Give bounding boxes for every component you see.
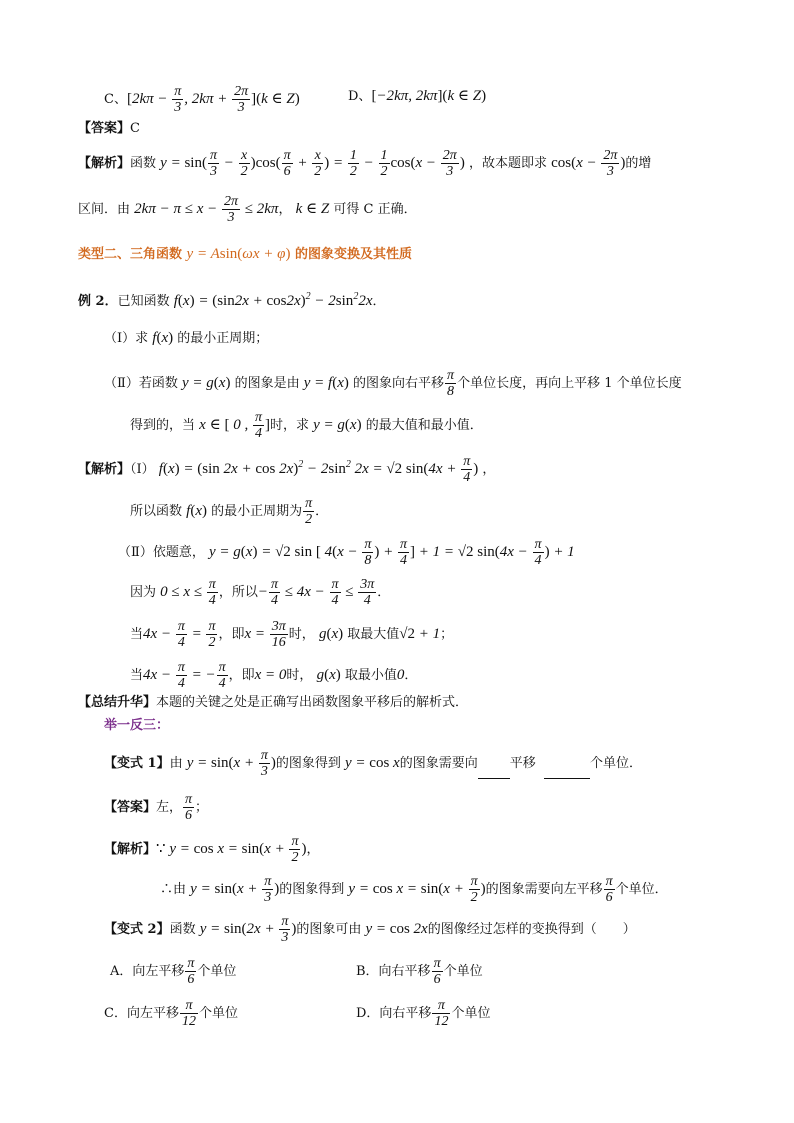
solution-text: 的图象得到 (279, 881, 345, 897)
option-unit: 个单位 (198, 1005, 238, 1021)
example-text: 已知函数 (117, 294, 170, 309)
solution-text: 的最小正周期为 (211, 503, 303, 519)
pi-over-6: $\frac{\pi}{6}$ (605, 874, 613, 905)
summary-label: 【总结升华】 (78, 695, 157, 710)
solution-line-5: 当4x − $\frac{\pi}{4}$ = $\frac{\pi}{2}$ ，即x = $\frac{3\pi}{16}$ 时， g(x) 取最大值√2 + 1； (130, 619, 454, 650)
range-x: 0 ≤ x ≤ $\frac{\pi}{4}$ (160, 577, 216, 608)
fx: y = f(x) (303, 374, 349, 391)
question-text: 的最大值和最小值． (365, 417, 483, 433)
question-2-line-2 (130, 410, 483, 441)
question-1 (104, 328, 268, 349)
solution-label: 【解析】 (78, 461, 131, 477)
answer-value: C (130, 121, 140, 136)
answer-text: ； (195, 799, 209, 815)
option-b-text: B．向右平移 (356, 963, 431, 979)
solution-text: 当 (130, 626, 144, 642)
max-x: x = $\frac{3\pi}{16}$ (244, 619, 286, 650)
option-c-label: C、 (104, 91, 127, 107)
variant-text: 的图像经过怎样的变换得到（ ） (427, 921, 636, 937)
solution-line-1: 【解析】（Ⅰ） f(x) = (sin $2x + \cos 2x)^2 - 2\sin^2$ 2x = √2 sin(4x + $\frac{\pi}{4}$ ) ， (78, 454, 496, 485)
solution-text: 因为 (130, 584, 157, 600)
pi-over-6: $\frac{\pi}{6}$ (187, 956, 195, 987)
analysis-label: 【解析】 (78, 155, 131, 171)
solution-text: 取最小值 (344, 667, 397, 683)
analysis-text: 函数 (130, 155, 157, 171)
option-d-label: D、 (348, 89, 372, 104)
range-expr: − $\frac{\pi}{4}$ ≤ 4x − $\frac{\pi}{4}$ ≤ $\frac{3\pi}{4}$ (257, 577, 375, 608)
variant-text: 的图象得到 (275, 755, 341, 771)
solution-text: ，所以 (218, 584, 258, 600)
option-c-math: [2kπ − $\frac{\pi}{3}$ , 2kπ + $\frac{2\pi}{3}$ ](k ∈ Z) (126, 84, 300, 115)
analysis-text: ，故本题即求 (468, 155, 547, 171)
question-text: 时，求 (269, 417, 309, 433)
solution-text: ，即 (218, 626, 245, 642)
analysis-inequality: 2kπ − π ≤ x − $\frac{2\pi}{3}$ ≤ 2kπ (134, 194, 279, 225)
solution-text: 的图象需要向左平移 (485, 881, 603, 897)
variant-label: 【变式 1】 (104, 755, 170, 771)
question-text: 的图象向右平移 (353, 375, 445, 391)
solution-text: 时， (286, 667, 313, 683)
variant-text: 函数 (169, 921, 196, 937)
solution-line-4: 因为 0 ≤ x ≤ $\frac{\pi}{4}$ ，所以− $\frac{\pi}{4}$ ≤ 4x − $\frac{\pi}{4}$ ≤ $\frac{3\pi}{4}$ ． (130, 577, 391, 608)
solution-line-3 (118, 537, 575, 568)
solution-line-2: 所以函数 f(x) 的最小正周期为 $\frac{\pi}{2}$ ． (130, 496, 329, 527)
question-text: 得到的，当 (130, 417, 196, 433)
solution-label: 【解析】 (104, 841, 157, 857)
answer-text: 左， (156, 799, 183, 815)
variant-1-solution: 【解析】∵ y = cos x = sin(x + $\frac{\pi}{2}$ )， (104, 834, 320, 865)
summary-row (78, 693, 468, 713)
variant-formula: y = sin(x + $\frac{\pi}{3}$ ) (186, 748, 276, 779)
fx: f(x) (186, 502, 207, 519)
solution-text: 时， (288, 626, 315, 642)
variant-text: 的图象需要向 (399, 755, 478, 771)
solution-text: （Ⅱ）依题意， (118, 544, 205, 560)
question-text: （Ⅱ）若函数 (104, 375, 178, 391)
solution-text: （Ⅰ） (130, 461, 155, 477)
analysis-line-2 (78, 194, 417, 225)
variant-label: 【变式 2】 (104, 921, 170, 937)
gx: g(x) (316, 666, 341, 683)
variant-1 (104, 748, 642, 779)
solution-formula: f(x) = (sin $2x + \cos 2x)^2 - 2\sin^2$ 2x = √2 sin(4x + $\frac{\pi}{4}$ ) (158, 454, 479, 485)
option-d-text: D．向右平移 (356, 1005, 432, 1021)
analysis-text: ， (278, 201, 292, 217)
min-value: 0 (396, 666, 405, 683)
blank-amount[interactable] (544, 778, 590, 779)
option-d[interactable] (356, 998, 490, 1029)
variant-cos: y = cos x = sin(x + $\frac{\pi}{2}$ ) (348, 874, 486, 905)
pi-over-2: $\frac{\pi}{2}$ (305, 496, 313, 527)
analysis-line-1 (78, 148, 651, 179)
variant-text: 由 (169, 755, 183, 771)
pi-over-12: $\frac{\pi}{12}$ (434, 998, 449, 1029)
option-c-row (104, 84, 300, 115)
blank-direction[interactable] (478, 778, 510, 779)
solution-text: ∴由 (160, 881, 187, 897)
option-a[interactable] (110, 956, 236, 987)
answer-row (78, 119, 140, 139)
option-a-text: A．向左平移 (110, 963, 185, 979)
option-unit: 个单位 (197, 963, 237, 979)
section-title-pre: 类型二、三角函数 (78, 247, 183, 262)
option-b[interactable] (356, 956, 483, 987)
question-2-line-1 (104, 368, 682, 399)
pi-over-12: $\frac{\pi}{12}$ (181, 998, 196, 1029)
option-unit: 个单位 (443, 963, 483, 979)
question-text: 的图象是由 (234, 375, 300, 391)
variant-text: 平移 (509, 755, 536, 771)
answer-label: 【答案】 (104, 799, 157, 815)
option-c[interactable] (104, 998, 238, 1029)
gx: y = g(x) (181, 374, 231, 391)
gx: y = g(x) (313, 416, 362, 433)
question-text: 的最小正周期； (177, 331, 269, 346)
example-formula: $f(x) = (\sin 2x + \cos 2x)^2 - 2\sin^22x$ (173, 291, 373, 309)
solution-text: 取最大值 (347, 626, 400, 642)
question-text: （Ⅰ）求 (104, 331, 149, 346)
max-value: √2 + 1 (399, 625, 441, 642)
solution-text: 所以函数 (130, 503, 183, 519)
solution-formula-2: y = g(x) = √2 sin [ 4(x − $\frac{\pi}{8}$ ) + $\frac{\pi}{4}$ ] + 1 = √2 sin(4x − $\frac{\pi}{4}$ ) + 1 (208, 537, 575, 568)
example-label: 例 2． (78, 294, 118, 309)
analysis-k: k ∈ Z (295, 200, 330, 217)
gx: g(x) (318, 625, 344, 642)
variant-1-solution-line-2 (160, 874, 668, 905)
variant-cos: y = cos x (345, 754, 400, 771)
analysis-text: 的增 (625, 155, 652, 171)
solution-line-6: 当4x − $\frac{\pi}{4}$ = − $\frac{\pi}{4}$ ，即x = 0时， g(x) 取最小值0． (130, 660, 418, 691)
solution-text: ，即 (228, 667, 255, 683)
min-x: x = 0 (254, 666, 287, 683)
solution-text: 个单位． (615, 881, 668, 897)
variant-2 (104, 914, 636, 945)
variant-2-formula: y = sin(2x + $\frac{\pi}{3}$ ) (199, 914, 297, 945)
section-title (78, 244, 412, 265)
section-title-formula: y = Asin(ωx + φ) (186, 246, 291, 262)
pi-over-8: $\frac{\pi}{8}$ (447, 368, 455, 399)
answer-label: 【答案】 (78, 121, 131, 136)
variant-text: 的图象可由 (296, 921, 362, 937)
variant-1-answer (104, 792, 208, 823)
solution-text: 当 (130, 667, 144, 683)
analysis-text: 可得 C 正确． (333, 201, 417, 217)
summary-text: 本题的关键之处是正确写出函数图象平移后的解析式． (156, 695, 469, 710)
variant-2-cos: y = cos 2x (365, 920, 428, 937)
option-unit: 个单位 (451, 1005, 491, 1021)
analysis-formula-2: cos(x − $\frac{2\pi}{3}$ ) (551, 148, 626, 179)
practice-title: 举一反三： (104, 718, 170, 733)
analysis-formula: y = sin( $\frac{\pi}{3}$ − $\frac{x}{2}$ )cos( $\frac{\pi}{6}$ + $\frac{x}{2}$ ) = $\frac{1}{2}$ − $\frac{1}{2}$ cos(x − $\frac{2\pi}{3}$ ) (160, 148, 465, 179)
x-interval: x ∈ [ 0 , $\frac{\pi}{4}$ ] (199, 410, 270, 441)
fx: f(x) (152, 330, 174, 346)
variant-text: 个单位． (590, 755, 643, 771)
section-title-post: 的图象变换及其性质 (294, 247, 412, 262)
max-condition: 4x − $\frac{\pi}{4}$ = $\frac{\pi}{2}$ (143, 619, 216, 650)
example-2-statement: 例 2．已知函数 $f(x) = (\sin 2x + \cos 2x)^2 - 2\sin^22x$． (78, 291, 386, 309)
option-c-text: C．向左平移 (104, 1005, 179, 1021)
min-condition: 4x − $\frac{\pi}{4}$ = − $\frac{\pi}{4}$ (143, 660, 226, 691)
pi-over-6: $\frac{\pi}{6}$ (433, 956, 441, 987)
pi-over-6: $\frac{\pi}{6}$ (185, 792, 193, 823)
option-d-row (348, 86, 486, 107)
option-d-math: [−2kπ, 2kπ](k ∈ Z) (371, 88, 487, 104)
question-text: 个单位长度，再向上平移 1 个单位长度 (457, 375, 682, 391)
analysis-text: 区间．由 (78, 201, 131, 217)
variant-solution-formula: ∵ y = cos x = sin(x + $\frac{\pi}{2}$ ) (156, 834, 307, 865)
variant-formula: y = sin(x + $\frac{\pi}{3}$ ) (190, 874, 280, 905)
